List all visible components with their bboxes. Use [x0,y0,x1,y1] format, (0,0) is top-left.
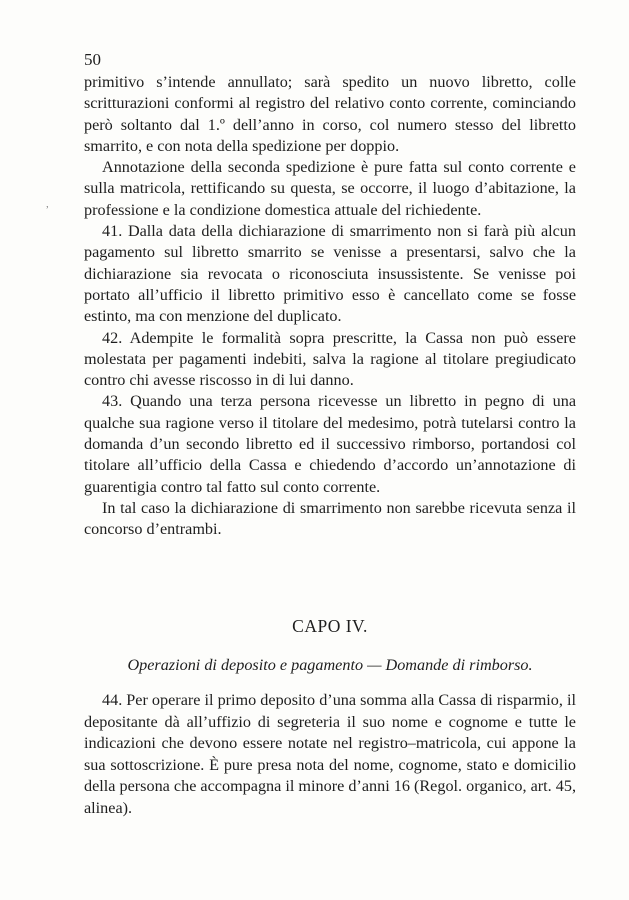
paragraph-continuation: primitivo s’intende annullato; sarà spedito un nuovo libretto, colle scritturazioni conformi al registro del relativo conto corrente, cominciando però soltanto dal 1.º dell’anno in corso, col numero stesso del libretto smarrito, e con nota della spedizione per doppio. [84,73,576,155]
section-title: Operazioni di deposito e pagamento — Domande di rimborso. [127,656,533,674]
paragraph-art-44: 44. Per operare il primo deposito d’una somma alla Cassa di risparmio, il depositante dà all’uffizio di segreteria il suo nome e cognome e tutte le indicazioni che devono essere notate nel registro–matricola, cui appone la sua sottoscrizione. È pure presa nota del nome, cognome, stato e domicilio della persona che accompagna il minore d’anni 16 (Regol. organico, art. 45, alinea). [84,691,576,817]
paragraph-art-41: 41. Dalla data della dichiarazione di smarrimento non si farà più alcun pagamento sul libretto smarrito se venisse a presentarsi, salvo che la dichiarazione sia revocata o riconosciuta insussistente. Se venisse poi portato all’ufficio il libretto primitivo esso è cancellato come se fosse estinto, ma con menzione del duplicato. [84,222,576,326]
paragraph-art-42: 42. Adempite le formalità sopra prescritte, la Cassa non può essere molestata per pagamenti indebiti, salva la ragione al titolare pregiudicato contro chi avesse riscosso in di lui danno. [84,328,576,390]
chapter-title: CAPO IV. [292,616,368,636]
body-text [84,72,576,541]
page-number: 50 [84,50,101,69]
paragraph-tal-caso: In tal caso la dichiarazione di smarrimento non sarebbe ricevuta senza il concorso d’entrambi. [84,498,576,539]
margin-mark: , [46,198,49,210]
paragraph-art-43: 43. Quando una terza persona ricevesse un libretto in pegno di una qualche sua ragione verso il titolare del medesimo, potrà tutelarsi contro la domanda d’un secondo libretto ed il successivo rimborso, portandosi col titolare all’ufficio della Cassa e chiedendo d’accordo un’annotazione di guarentigia contro tal fatto sul conto corrente. [84,392,576,496]
paragraph-annotazione: Annotazione della seconda spedizione è pure fatta sul conto corrente e sulla matricola, rettificando su questa, se occorre, il luogo d’abitazione, la professione e la condizione domestica attuale del richiedente. [84,158,576,219]
body-text-after [84,690,576,819]
